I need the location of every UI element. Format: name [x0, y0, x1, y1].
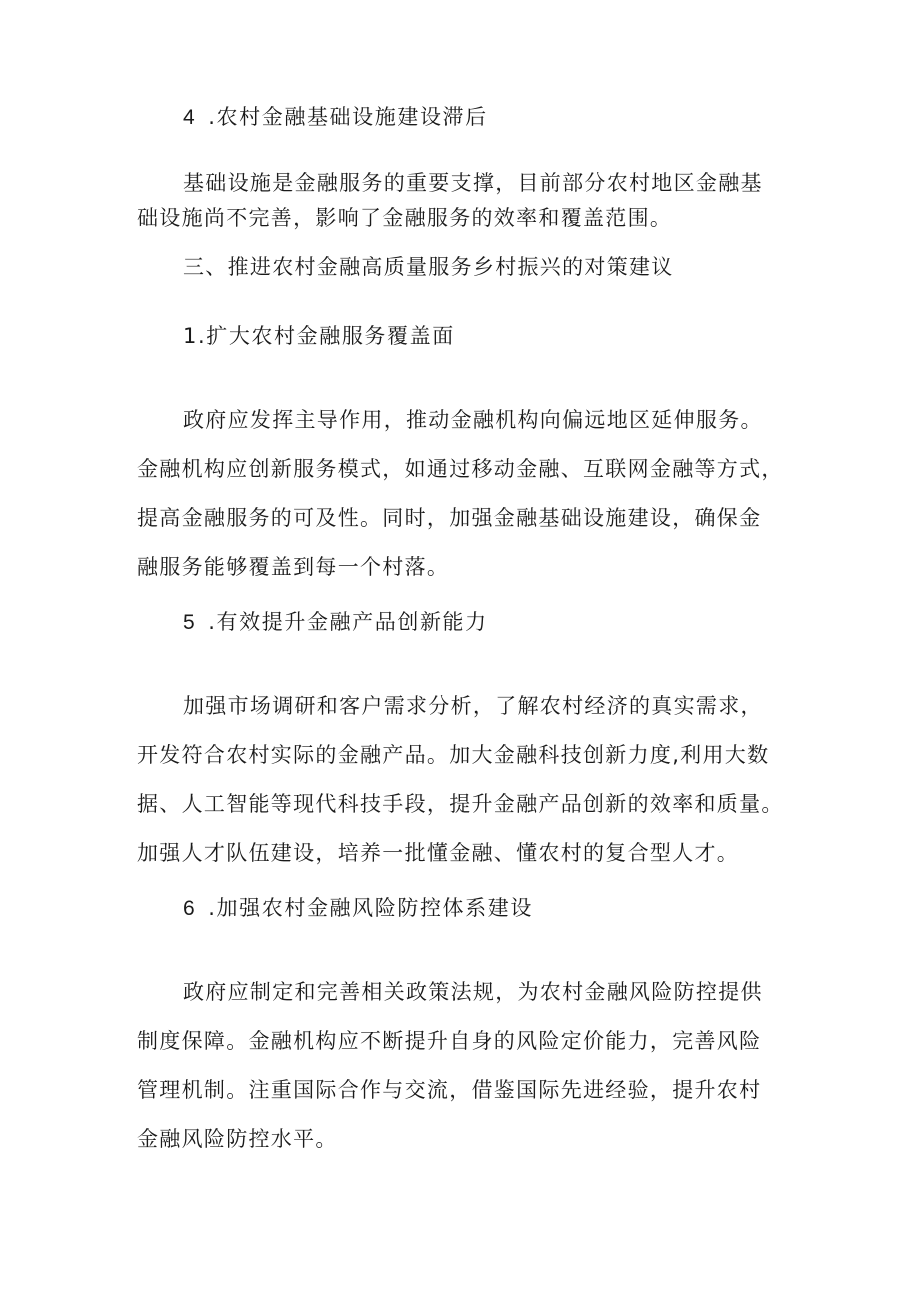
paragraph-line: 政府应发挥主导作用，推动金融机构向偏远地区延伸服务。 — [183, 408, 763, 432]
measure-heading-5 — [183, 608, 488, 637]
paragraph-line: 加强人才队伍建设，培养一批懂金融、懂农村的复合型人才。 — [137, 841, 740, 865]
heading-number: 4 — [183, 106, 197, 129]
paragraph-line: 金融机构应创新服务模式，如通过移动金融、互联网金融等方式， — [137, 457, 784, 481]
paragraph-line: 金融风险防控水平。 — [137, 1127, 338, 1151]
heading-text: .加强农村金融风险防控体系建设 — [208, 896, 533, 920]
paragraph-line: 提高金融服务的可及性。同时，加强金融基础设施建设，确保金 — [137, 506, 762, 530]
paragraph-line: 据、人工智能等现代科技手段，提升金融产品创新的效率和质量。 — [137, 792, 784, 816]
paragraph-line: 开发符合农村实际的金融产品。加大金融科技创新力度,利用大数 — [137, 743, 770, 767]
part-title: 三、推进农村金融高质量服务乡村振兴的对策建议 — [183, 255, 674, 279]
heading-text: .有效提升金融产品创新能力 — [208, 610, 488, 634]
paragraph-line: 融服务能够覆盖到每一个村落。 — [137, 555, 450, 579]
heading-number: 5 — [183, 611, 197, 634]
paragraph-line: 加强市场调研和客户需求分析，了解农村经济的真实需求， — [183, 694, 763, 718]
measure-heading-6 — [183, 894, 533, 923]
subsection-heading-4 — [183, 103, 488, 132]
paragraph-line: 政府应制定和完善相关政策法规，为农村金融风险防控提供 — [183, 980, 763, 1004]
heading-text: .农村金融基础设施建设滞后 — [208, 105, 488, 129]
paragraph-line: 础设施尚不完善，影响了金融服务的效率和覆盖范围。 — [137, 206, 673, 230]
paragraph-line: 管理机制。注重国际合作与交流，借鉴国际先进经验，提升农村 — [137, 1078, 762, 1102]
measure-heading-1: 1.扩大农村金融服务覆盖面 — [183, 324, 455, 348]
paragraph-line: 制度保障。金融机构应不断提升自身的风险定价能力，完善风险 — [137, 1029, 762, 1053]
heading-number: 6 — [183, 897, 197, 920]
paragraph-line: 基础设施是金融服务的重要支撑，目前部分农村地区金融基 — [183, 171, 763, 195]
